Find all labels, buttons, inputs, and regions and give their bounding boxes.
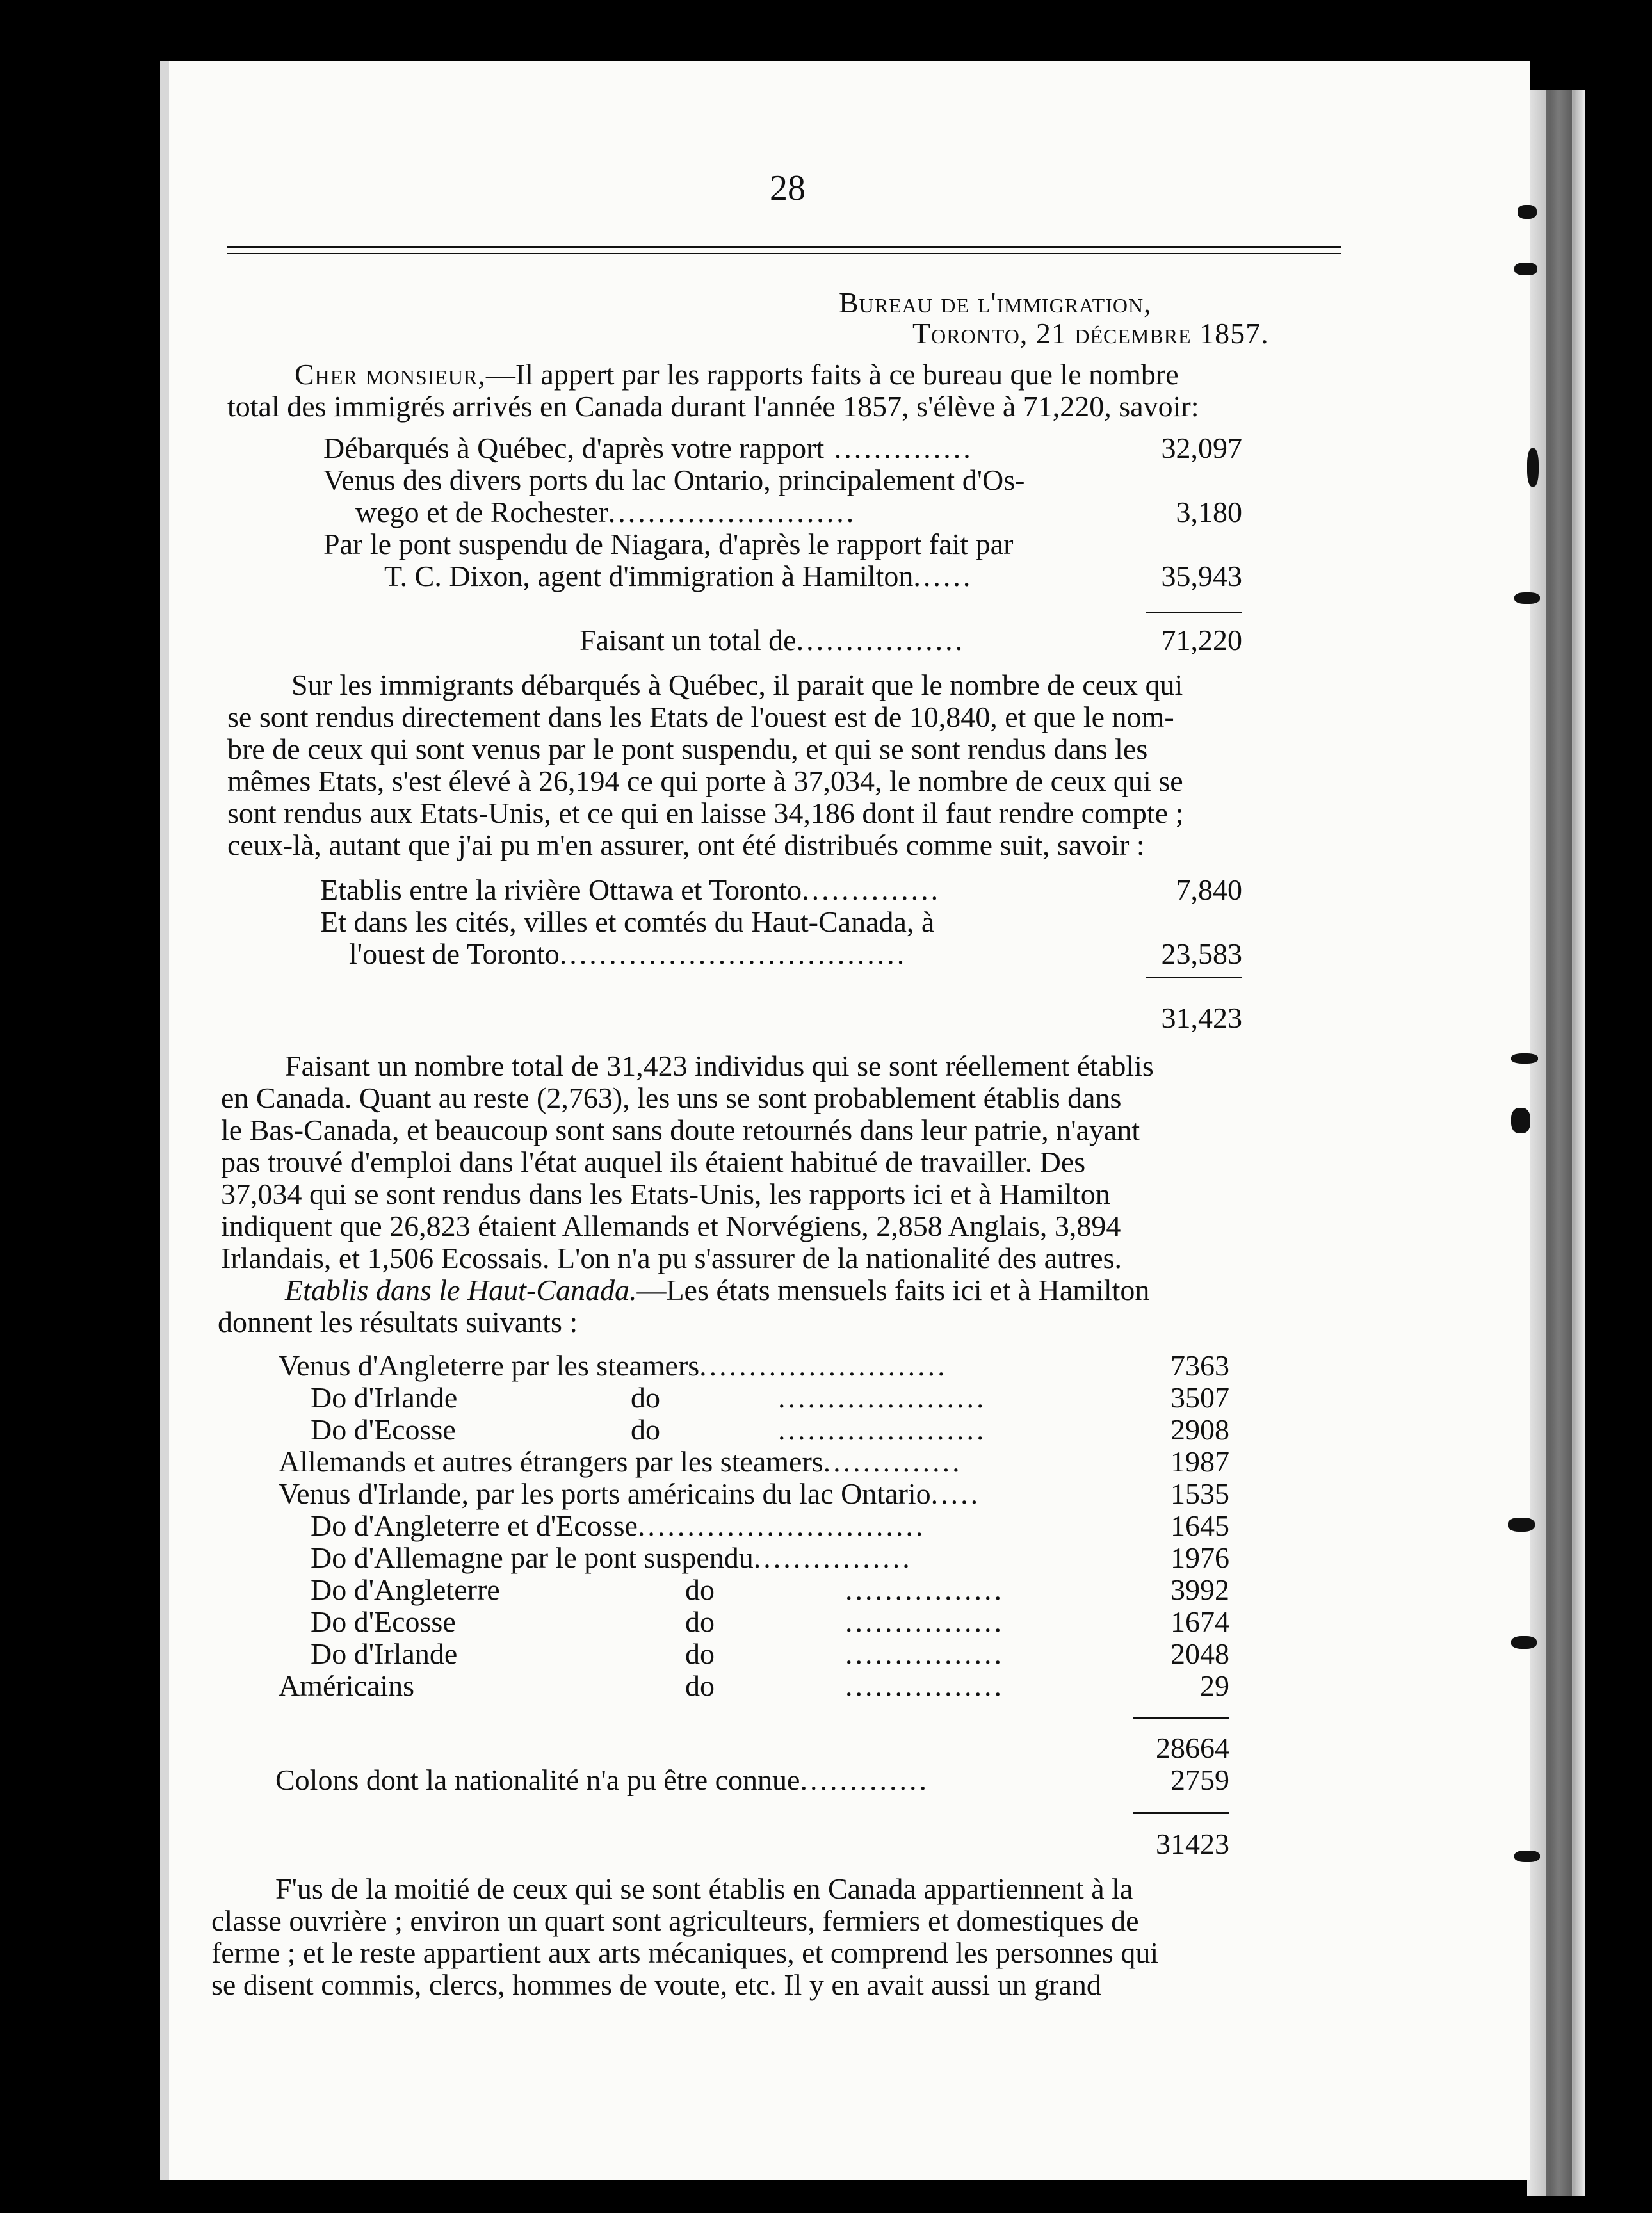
sum-rule-3	[1133, 1717, 1229, 1719]
intro-line-1	[295, 359, 1179, 391]
ink-speck	[1527, 448, 1539, 487]
para5-line-1: F'us de la moitié de ceux qui se sont établis en Canada appartiennent à la	[275, 1872, 1133, 1905]
settled-ottawa-label: Etablis entre la rivière Ottawa et Toronto..............	[320, 873, 941, 906]
leader-dots: ................	[845, 1637, 1004, 1670]
ink-speck	[1511, 1053, 1538, 1064]
ink-speck	[1511, 1108, 1530, 1133]
arrival-quebec-label: Débarqués à Québec, d'après votre rapport ..............	[323, 432, 973, 464]
arrivals-total-label: Faisant un total de.................	[579, 624, 966, 656]
table-row: Do d'Angleterre et d'Ecosse.............................	[311, 1509, 926, 1542]
intro-line-1-rest: —Il appert par les rapports faits à ce bureau que le nombre	[485, 358, 1179, 391]
table-row-value: 1535	[1170, 1477, 1229, 1510]
table-row: Venus d'Irlande, par les ports américains du lac Ontario.....	[279, 1477, 981, 1510]
table-subtotal: 28664	[1156, 1731, 1229, 1764]
header-rule	[227, 246, 1341, 248]
table-row-ditto: do	[685, 1669, 715, 1702]
header-rule-thin	[227, 253, 1341, 254]
table-row-value: 1976	[1170, 1541, 1229, 1574]
para3-line-2: en Canada. Quant au reste (2,763), les uns se sont probablement établis dans	[221, 1082, 1122, 1114]
para2-line-3: bre de ceux qui sont venus par le pont suspendu, et qui se sont rendus dans les	[227, 733, 1148, 765]
leader-dots: ................	[845, 1573, 1004, 1606]
arrival-niagara-value: 35,943	[1161, 560, 1242, 592]
settled-total-value: 31,423	[1161, 1001, 1242, 1034]
para4-line-2: donnent les résultats suivants :	[218, 1306, 578, 1338]
settled-west-value: 23,583	[1161, 937, 1242, 970]
table-row-value: 2908	[1170, 1413, 1229, 1446]
sum-rule-2	[1146, 977, 1242, 978]
arrival-niagara-label-1: Par le pont suspendu de Niagara, d'après le rapport fait par	[323, 528, 1014, 560]
table-row-value: 2048	[1170, 1637, 1229, 1670]
para4-line-1: Etablis dans le Haut-Canada.—Les états mensuels faits ici et à Hamilton	[285, 1274, 1150, 1306]
leader-dots: ................	[845, 1669, 1004, 1702]
salutation: Cher monsieur,	[295, 358, 486, 391]
table-row: Américains	[279, 1669, 415, 1702]
para2-line-5: sont rendus aux Etats-Unis, et ce qui en laisse 34,186 dont il faut rendre compte ;	[227, 797, 1184, 829]
arrivals-total-value: 71,220	[1161, 624, 1242, 656]
arrival-niagara-label-2: T. C. Dixon, agent d'immigration à Hamilton......	[384, 560, 973, 592]
ink-speck	[1514, 592, 1540, 604]
leader-dots: ................	[845, 1605, 1004, 1638]
para3-line-1: Faisant un nombre total de 31,423 individus qui se sont réellement établis	[285, 1050, 1154, 1082]
page-number: 28	[770, 168, 806, 208]
arrival-ontario-label-2: wego et de Rochester.........................	[355, 496, 857, 528]
table-row-ditto: do	[631, 1413, 660, 1446]
para2-line-1: Sur les immigrants débarqués à Québec, il parait que le nombre de ceux qui	[291, 669, 1183, 701]
place-date-line: Toronto, 21 décembre 1857.	[912, 317, 1269, 350]
para2-line-6: ceux-là, autant que j'ai pu m'en assurer, ont été distribués comme suit, savoir :	[227, 829, 1145, 861]
ink-speck	[1514, 263, 1537, 275]
table-row-ditto: do	[685, 1637, 715, 1670]
unknown-nationality-value: 2759	[1170, 1763, 1229, 1796]
para3-line-6: indiquent que 26,823 étaient Allemands et Norvégiens, 2,858 Anglais, 3,894	[221, 1210, 1121, 1242]
table-row-value: 1645	[1170, 1509, 1229, 1542]
ink-speck	[1508, 1518, 1535, 1532]
table-row-ditto: do	[685, 1605, 715, 1638]
table-row-value: 29	[1200, 1669, 1229, 1702]
ink-speck	[1511, 1636, 1537, 1649]
table-row-ditto: do	[685, 1573, 715, 1606]
para3-line-3: le Bas-Canada, et beaucoup sont sans doute retournés dans leur patrie, n'ayant	[221, 1114, 1140, 1146]
intro-line-2: total des immigrés arrivés en Canada durant l'année 1857, s'élève à 71,220, savoir:	[227, 390, 1199, 423]
table-row: Do d'Angleterre	[311, 1573, 500, 1606]
leader-dots: .....................	[778, 1413, 987, 1446]
para2-line-2: se sont rendus directement dans les Etats de l'ouest est de 10,840, et que le nom-	[227, 701, 1174, 733]
ink-speck	[1518, 205, 1537, 219]
sum-rule-1	[1146, 612, 1242, 613]
settled-west-label-1: Et dans les cités, villes et comtés du Haut-Canada, à	[320, 905, 935, 938]
arrival-ontario-label-1: Venus des divers ports du lac Ontario, principalement d'Os-	[323, 464, 1025, 496]
binding-spine	[1546, 90, 1572, 2196]
table-row-value: 3992	[1170, 1573, 1229, 1606]
table-row: Venus d'Angleterre par les steamers.........................	[279, 1349, 948, 1382]
table-row-value: 1987	[1170, 1445, 1229, 1478]
para5-line-2: classe ouvrière ; environ un quart sont agriculteurs, fermiers et domestiques de	[211, 1904, 1139, 1937]
table-row: Do d'Irlande	[311, 1381, 458, 1414]
leader-dots: .....................	[778, 1381, 987, 1414]
table-row: Allemands et autres étrangers par les steamers..............	[279, 1445, 962, 1478]
settled-west-label-2: l'ouest de Toronto...................................	[349, 937, 907, 970]
table-row: Do d'Ecosse	[311, 1605, 456, 1638]
arrival-ontario-value: 3,180	[1176, 496, 1242, 528]
arrival-quebec-value: 32,097	[1161, 432, 1242, 464]
ink-speck	[1514, 1851, 1540, 1862]
table-total: 31423	[1156, 1828, 1229, 1860]
table-row-value: 1674	[1170, 1605, 1229, 1638]
para3-line-5: 37,034 qui se sont rendus dans les Etats-Unis, les rapports ici et à Hamilton	[221, 1178, 1110, 1210]
para2-line-4: mêmes Etats, s'est élevé à 26,194 ce qui porte à 37,034, le nombre de ceux qui se	[227, 765, 1183, 797]
para3-line-7: Irlandais, et 1,506 Ecossais. L'on n'a pu s'assurer de la nationalité des autres.	[221, 1242, 1122, 1274]
settled-ottawa-value: 7,840	[1176, 873, 1242, 906]
para5-line-3: ferme ; et le reste appartient aux arts mécaniques, et comprend les personnes qui	[211, 1936, 1159, 1969]
table-row-ditto: do	[631, 1381, 660, 1414]
table-row-value: 3507	[1170, 1381, 1229, 1414]
table-row: Do d'Ecosse	[311, 1413, 456, 1446]
section-heading: Etablis dans le Haut-Canada.	[285, 1274, 637, 1306]
table-row: Do d'Irlande	[311, 1637, 458, 1670]
para3-line-4: pas trouvé d'emploi dans l'état auquel ils étaient habitué de travailler. Des	[221, 1146, 1086, 1178]
para5-line-4: se disent commis, clercs, hommes de voute, etc. Il y en avait aussi un grand	[211, 1968, 1101, 2001]
office-line: Bureau de l'immigration,	[839, 286, 1152, 319]
table-row-value: 7363	[1170, 1349, 1229, 1382]
table-row: Do d'Allemagne par le pont suspendu................	[311, 1541, 912, 1574]
unknown-nationality-label: Colons dont la nationalité n'a pu être connue.............	[275, 1763, 929, 1796]
sum-rule-4	[1133, 1812, 1229, 1814]
